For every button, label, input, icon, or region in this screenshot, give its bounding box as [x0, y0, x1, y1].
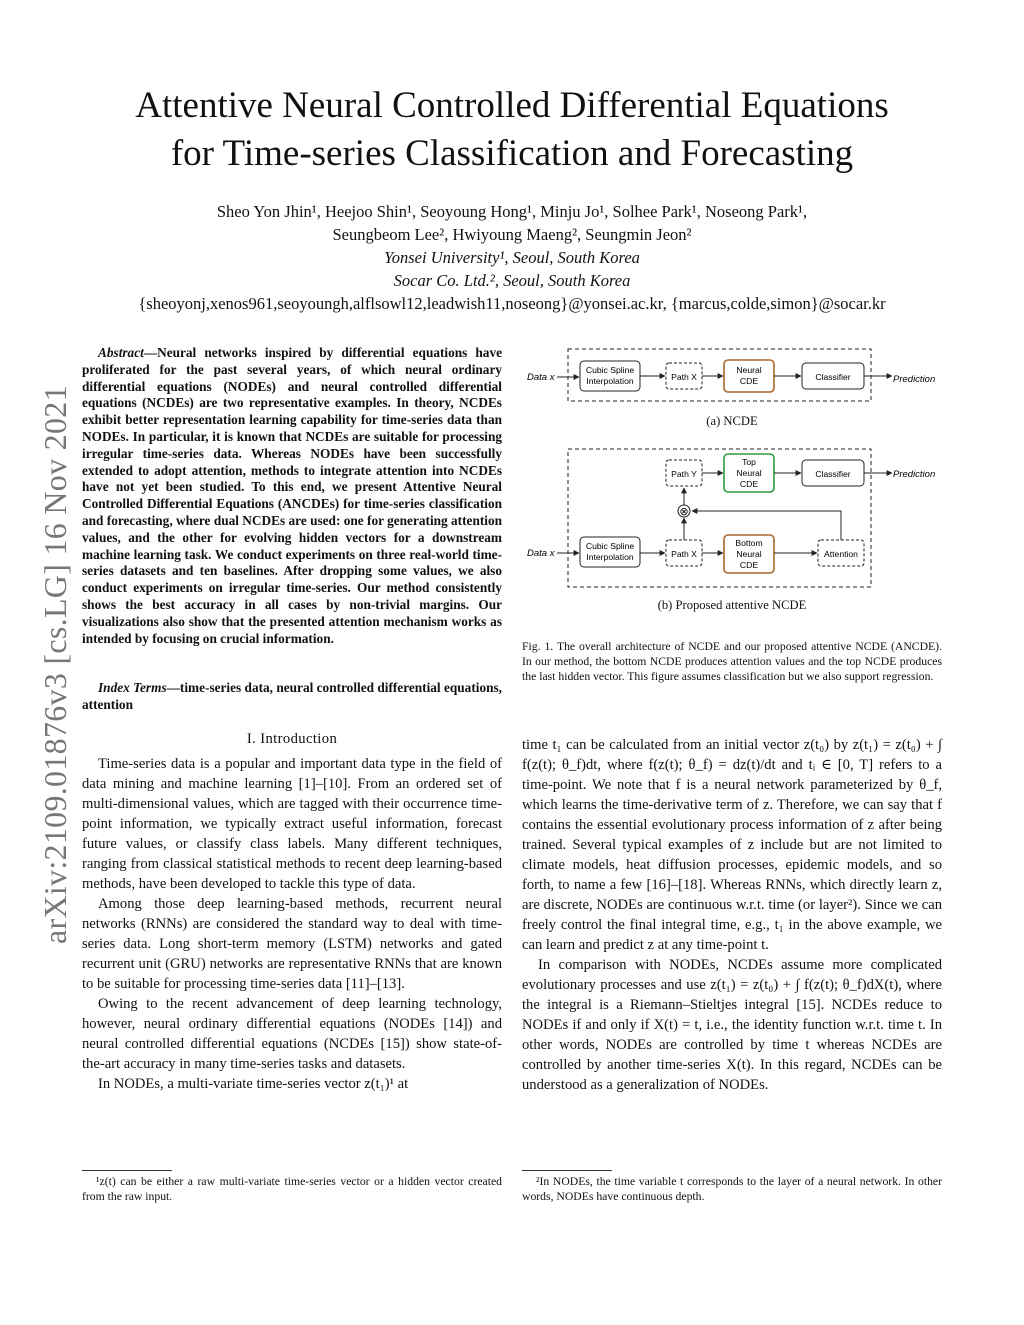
footnote-rule	[522, 1170, 612, 1171]
path-x-label: Path X	[671, 549, 697, 559]
paragraph: Owing to the recent advancement of deep learning technology, however, neural ordinary differential equations (NODEs [14]) and neural controlled differential equations (NCDEs [15]) show state-of-the-art accuracy in many time-series tasks and datasets.	[82, 996, 502, 1072]
path-x-label: Path X	[671, 372, 697, 382]
paragraph: time t₁ can be calculated from an initial vector z(t₀) by z(t₁) = z(t₀) + ∫ f(z(t); θ_f)dt, where f(z(t); θ_f) = dz(t)/dt and tᵢ ∈ [0, T] refers to a time-point. We note that f is a neural network parameterized by θ_f, which learns the time-derivative term of z. Therefore, we can say that f contains the essential evolutionary process information of z after being trained. Several typical examples of z include but are not limited to climate models, heat diffusion processes, epidemic models, and so forth, to name a few [16]–[18]. Whereas RNNs, which directly learn z, are discrete, NODEs are continuous w.r.t. time (or layer²). Since we can freely control the final integral time, e.g., t₁ in the above example, we can learn and predict z at any time-point t.	[522, 737, 942, 953]
neural-label: Neural	[736, 365, 762, 375]
footnote-2-text: ²In NODEs, the time variable t corresponds to the layer of a neural network. In other words, NODEs have continuous depth.	[522, 1175, 942, 1203]
path-y-label: Path Y	[671, 469, 697, 479]
paragraph: Time-series data is a popular and important data type in the field of data mining and machine learning [1]–[10]. From an ordered set of multi-dimensional values, which are tagged with their occurrence time-point information, we typically extract useful information, forecast future values, or classify class labels. Many different techniques, ranging from classical statistical methods to recent deep learning-based methods, have been developed to tackle this type of data.	[82, 756, 502, 892]
index-terms-body: —time-series data, neural controlled differential equations, attention	[82, 680, 502, 712]
neural-label: Neural	[736, 468, 762, 478]
spline-label-1: Cubic Spline	[585, 541, 635, 551]
attention-label: Attention	[824, 549, 858, 559]
paragraph: In NODEs, a multi-variate time-series vector z(t₁)¹ at	[98, 1076, 409, 1092]
classifier-label: Classifier	[815, 469, 851, 479]
left-column-body	[82, 754, 502, 1094]
abstract	[82, 345, 502, 647]
authors-line-1: Sheo Yon Jhin¹, Heejoo Shin¹, Seoyoung Hong¹, Minju Jo¹, Solhee Park¹, Noseong Park¹,	[216, 202, 808, 221]
cde-label: CDE	[739, 479, 759, 489]
author-block	[60, 200, 964, 315]
figure-1-diagram	[522, 343, 942, 593]
right-column-body	[522, 735, 942, 1095]
spline-label-1: Cubic Spline	[585, 365, 635, 375]
authors-line-2: Seungbeom Lee², Hwiyoung Maeng², Seungmin Jeon²	[332, 225, 692, 244]
prediction-label: Prediction	[893, 374, 936, 385]
bottom-label: Bottom	[735, 538, 763, 548]
index-terms	[82, 680, 502, 714]
index-terms-lead: Index Terms	[98, 680, 167, 695]
spline-label-2: Interpolation	[586, 376, 634, 386]
abstract-body: —Neural networks inspired by differential equations have proliferated for the past several years, of which neural ordinary differential equations (NODEs) and neural controlled differential equations (NCDEs) are two representative examples. In theory, NCDEs exhibit better representation learning capability for time-series data than NODEs. In particular, it is known that NCDEs are suitable for processing irregular time-series data. Whereas NODEs have been successfully extended to adopt attention, methods to integrate attention into NCDEs have not yet been studied. To this end, we present Attentive Neural Controlled Differential Equations (ANCDEs) for time-series classification and forecasting, where dual NCDEs are used: one for generating attention values, and the other for evolving hidden vectors for a downstream machine learning task. We conduct experiments on three real-world time-series datasets and ten baselines. After dropping some values, we also conduct experiments on irregular time-series. Our method consistently shows the best accuracy in all cases by non-trivial margins. Our visualizations also show that the presented attention mechanism works as intended by focusing on crucial information.	[82, 345, 502, 646]
subcaption-b: (b) Proposed attentive NCDE	[657, 598, 807, 612]
figure-caption: Fig. 1. The overall architecture of NCDE and our proposed attentive NCDE (ANCDE). In our method, the bottom NCDE produces attention values and the top NCDE produces the last hidden vector. This figure assumes classification but we also support regression.	[522, 640, 942, 683]
neural-label: Neural	[736, 549, 762, 559]
footnote-1	[82, 1170, 502, 1204]
title-line-1: Attentive Neural Controlled Differential Equations	[135, 85, 889, 126]
subcaption-a: (a) NCDE	[706, 414, 758, 428]
section-heading: I. Introduction	[246, 731, 338, 747]
prediction-label: Prediction	[893, 469, 936, 480]
paragraph: Among those deep learning-based methods, recurrent neural networks (RNNs) are considered the standard way to deal with time-series data. Long short-term memory (LSTM) networks and gated recurrent unit (GRU) networks are representative RNNs that are known to be suitable for processing time-series data [11]–[13].	[82, 896, 502, 992]
arxiv-stamp: arXiv:2109.01876v3 [cs.LG] 16 Nov 2021	[37, 385, 73, 944]
classifier-label: Classifier	[815, 372, 851, 382]
top-label: Top	[742, 457, 756, 467]
paper-title	[60, 82, 964, 178]
title-line-2: for Time-series Classification and Forecasting	[170, 133, 854, 174]
author-emails: {sheoyonj,xenos961,seoyoungh,alflsowl12,leadwish11,noseong}@yonsei.ac.kr, {marcus,colde,simon}@socar.kr	[138, 294, 886, 313]
cde-label: CDE	[739, 560, 759, 570]
abstract-lead: Abstract	[98, 345, 144, 360]
multiply-symbol: ⊗	[679, 506, 689, 518]
cde-label: CDE	[739, 376, 759, 386]
footnote-2	[522, 1170, 942, 1204]
affiliation-2: Socar Co. Ltd.², Seoul, South Korea	[393, 271, 631, 290]
data-x-label: Data x	[527, 548, 555, 559]
affiliation-1: Yonsei University¹, Seoul, South Korea	[384, 248, 640, 267]
footnote-1-text: ¹z(t) can be either a raw multi-variate time-series vector or a hidden vector created from the raw input.	[82, 1175, 502, 1203]
paragraph: In comparison with NODEs, NCDEs assume more complicated evolutionary processes and use z(t₁) = z(t₀) + ∫ f(z(t); θ_f)dX(t), where the integral is a Riemann–Stieltjes integral [15]. NCDEs reduce to NODEs if and only if X(t) = t, i.e., the identity function w.r.t. time t. In other words, NODEs are controlled by time t whereas NCDEs are controlled by another time-series X(t). In this regard, NCDEs can be understood as a generalization of NODEs.	[522, 957, 942, 1093]
spline-label-2: Interpolation	[586, 552, 634, 562]
footnote-rule	[82, 1170, 172, 1171]
data-x-label: Data x	[527, 372, 555, 383]
